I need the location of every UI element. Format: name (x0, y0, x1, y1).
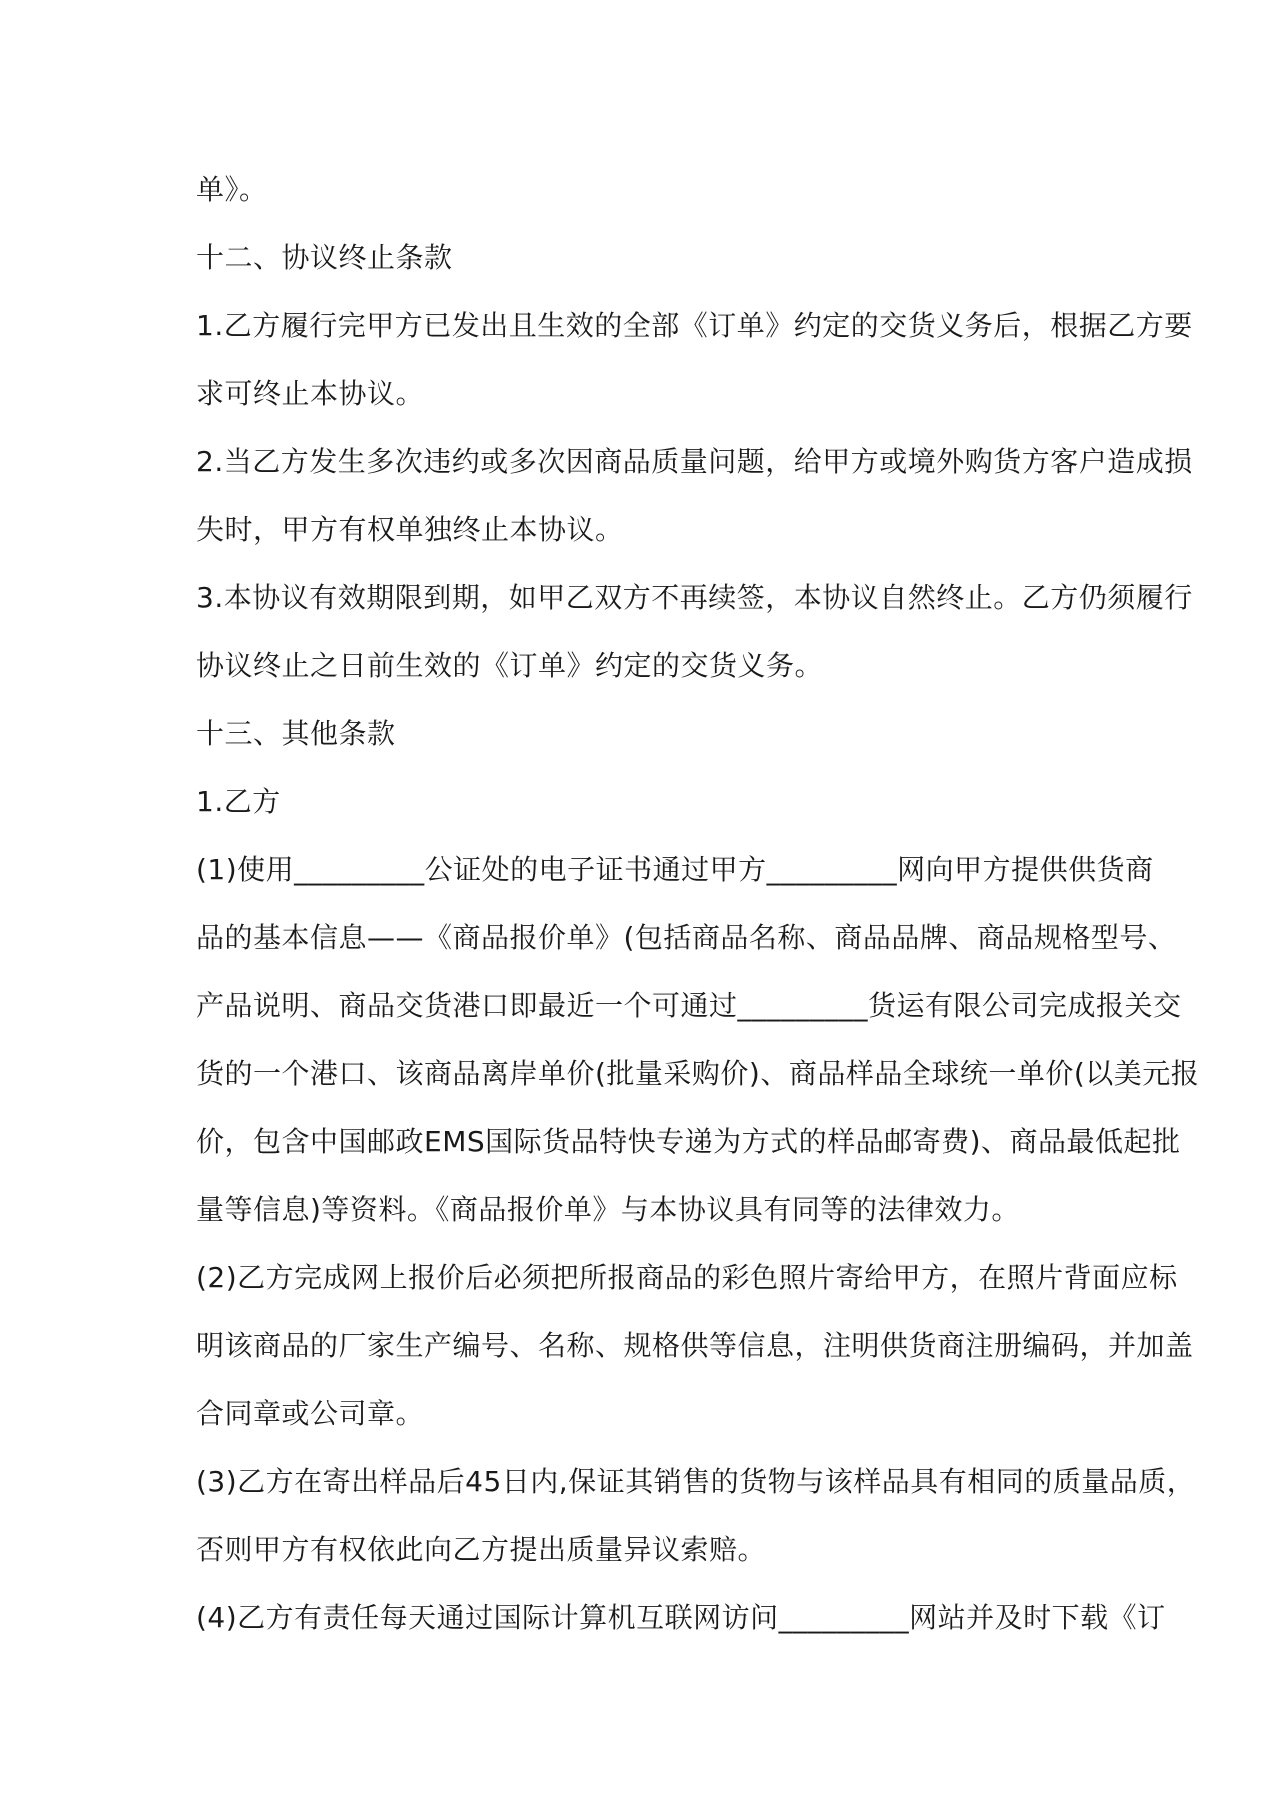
text-line-8: 协议终止之日前生效的《订单》约定的交货义务。 (196, 649, 824, 682)
text-line-7: 3.本协议有效期限到期，如甲乙双方不再续签，本协议自然终止。乙方仍须履行 (196, 581, 1193, 614)
text-line-4: 求可终止本协议。 (196, 377, 425, 410)
text-line-14: 货的一个港口、该商品离岸单价(批量采购价)、商品样品全球统一单价(以美元报 (196, 1057, 1200, 1090)
text-line-18: 明该商品的厂家生产编号、名称、规格供等信息，注明供货商注册编码，并加盖 (196, 1329, 1194, 1362)
section-heading-13: 十三、其他条款 (196, 717, 396, 750)
text-line-11: (1)使用_________公证处的电子证书通过甲方_________网向甲方提供供货商 (196, 853, 1154, 886)
text-line-19: 合同章或公司章。 (196, 1397, 425, 1430)
text-line-16: 量等信息)等资料。《商品报价单》与本协议具有同等的法律效力。 (196, 1193, 1020, 1226)
text-line-17: (2)乙方完成网上报价后必须把所报商品的彩色照片寄给甲方，在照片背面应标 (196, 1261, 1178, 1294)
text-line-20: (3)乙方在寄出样品后45日内,保证其销售的货物与该样品具有相同的质量品质， (196, 1465, 1196, 1498)
text-line-22: (4)乙方有责任每天通过国际计算机互联网访问_________网站并及时下载《订 (196, 1601, 1166, 1634)
text-line-10: 1.乙方 (196, 785, 281, 818)
section-heading-12: 十二、协议终止条款 (196, 241, 453, 274)
text-line-15: 价，包含中国邮政EMS国际货品特快专递为方式的样品邮寄费)、商品最低起批 (196, 1125, 1181, 1158)
text-line-13: 产品说明、商品交货港口即最近一个可通过_________货运有限公司完成报关交 (196, 989, 1182, 1022)
text-line-1: 单》。 (196, 173, 268, 206)
text-line-6: 失时，甲方有权单独终止本协议。 (196, 513, 624, 546)
text-line-5: 2.当乙方发生多次违约或多次因商品质量问题，给甲方或境外购货方客户造成损 (196, 445, 1193, 478)
text-line-3: 1.乙方履行完甲方已发出且生效的全部《订单》约定的交货义务后，根据乙方要 (196, 309, 1193, 342)
text-line-12: 品的基本信息——《商品报价单》(包括商品名称、商品品牌、商品规格型号、 (196, 921, 1177, 954)
text-line-21: 否则甲方有权依此向乙方提出质量异议索赔。 (196, 1533, 767, 1566)
